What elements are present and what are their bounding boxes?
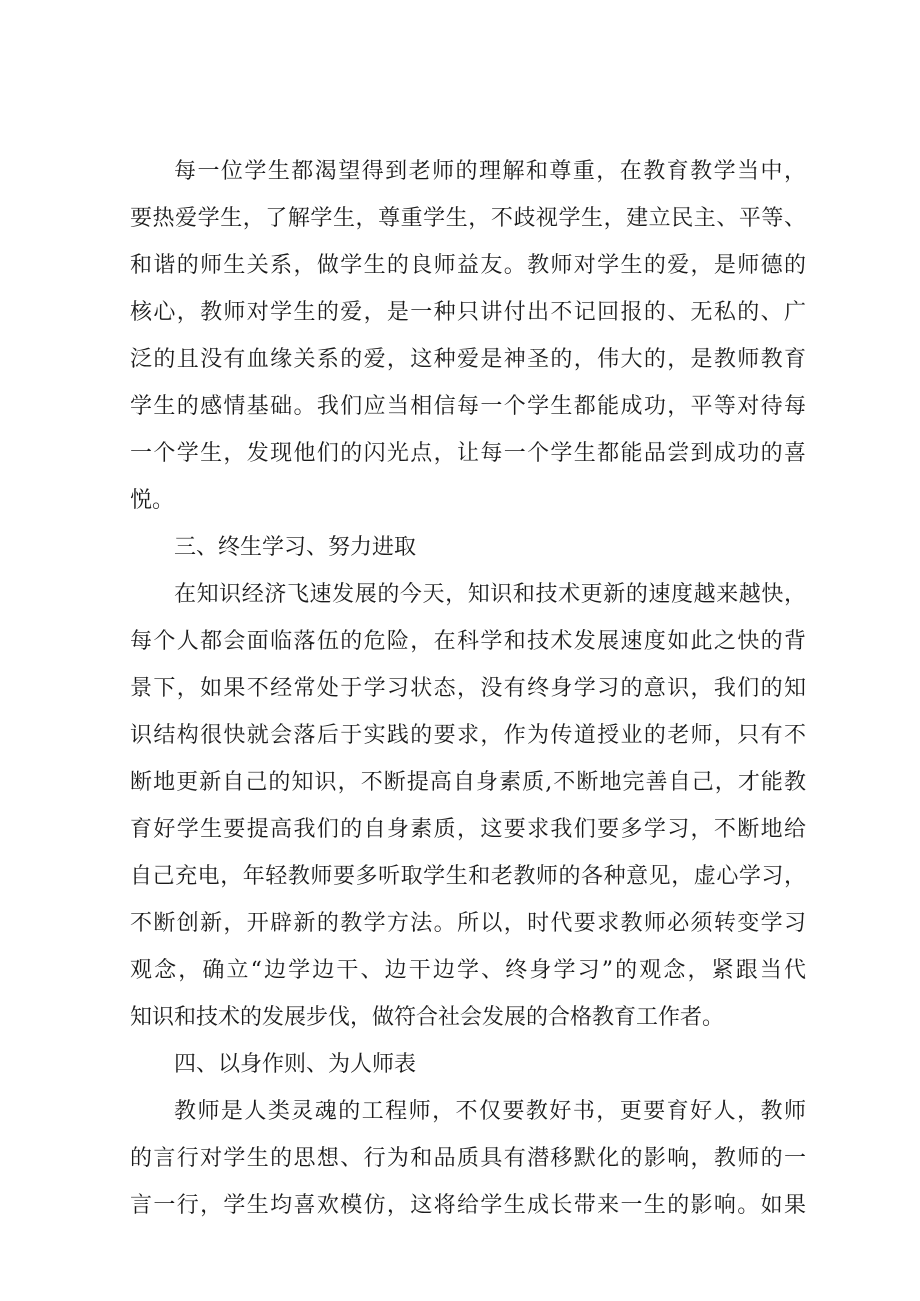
document-body — [130, 148, 806, 1229]
text-line: 断地更新自己的知识，不断提高自身素质,不断地完善自己，才能教 — [130, 770, 806, 795]
section-heading-lead-by-example: 四、以身作则、为人师表 — [174, 1052, 417, 1077]
text-line: 核心，教师对学生的爱，是一种只讲付出不记回报的、无私的、广 — [130, 300, 806, 325]
text-line: 要热爱学生，了解学生，尊重学生，不歧视学生，建立民主、平等、 — [130, 206, 806, 231]
text-line: 在知识经济飞速发展的今天，知识和技术更新的速度越来越快， — [174, 582, 806, 607]
text-line: 不断创新，开辟新的教学方法。所以，时代要求教师必须转变学习 — [130, 911, 806, 936]
text-line: 每个人都会面临落伍的危险，在科学和技术发展速度如此之快的背 — [130, 629, 806, 654]
text-line: 教师是人类灵魂的工程师，不仅要教好书，更要育好人，教师 — [174, 1099, 806, 1124]
text-line: 识结构很快就会落后于实践的要求，作为传道授业的老师，只有不 — [130, 723, 806, 748]
text-line: 的言行对学生的思想、行为和品质具有潜移默化的影响，教师的一 — [130, 1146, 806, 1171]
text-line: 自己充电，年轻教师要多听取学生和老教师的各种意见，虚心学习， — [130, 864, 806, 889]
text-line: 言一行，学生均喜欢模仿，这将给学生成长带来一生的影响。如果 — [130, 1193, 806, 1218]
text-line: 观念，确立“边学边干、边干边学、终身学习”的观念，紧跟当代 — [130, 958, 806, 983]
paragraph-lifelong-learning — [130, 571, 806, 1041]
text-line: 知识和技术的发展步伐，做符合社会发展的合格教育工作者。 — [130, 1005, 725, 1030]
text-line: 和谐的师生关系，做学生的良师益友。教师对学生的爱，是师德的 — [130, 253, 806, 278]
text-line: 每一位学生都渴望得到老师的理解和尊重，在教育教学当中， — [174, 159, 806, 184]
text-line: 学生的感情基础。我们应当相信每一个学生都能成功，平等对待每 — [130, 394, 806, 419]
text-line: 育好学生要提高我们的自身素质，这要求我们要多学习，不断地给 — [130, 817, 806, 842]
text-line: 悦。 — [130, 488, 175, 513]
section-heading-lifelong-learning: 三、终生学习、努力进取 — [174, 535, 417, 560]
text-line: 景下，如果不经常处于学习状态，没有终身学习的意识，我们的知 — [130, 676, 806, 701]
text-line: 泛的且没有血缘关系的爱，这种爱是神圣的，伟大的，是教师教育 — [130, 347, 806, 372]
paragraph-respect-students — [130, 148, 806, 524]
text-line: 一个学生，发现他们的闪光点，让每一个学生都能品尝到成功的喜 — [130, 441, 806, 466]
paragraph-lead-by-example — [130, 1088, 806, 1229]
